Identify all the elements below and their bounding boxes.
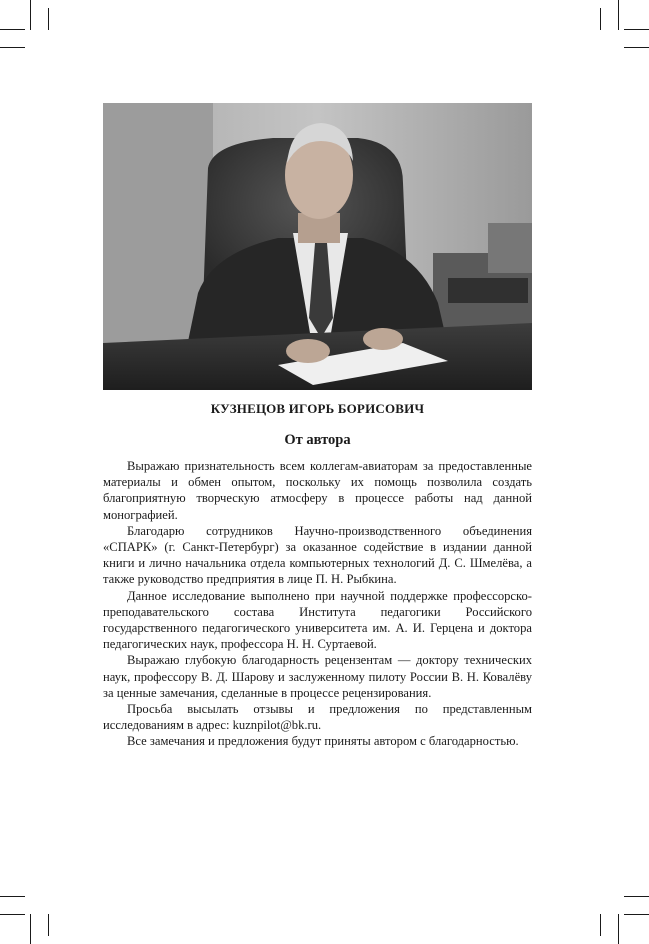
- crop-mark: [0, 914, 25, 915]
- paragraph: Просьба высылать отзывы и предложения по представленным исследованиям в адрес: kuznpilot@bk.ru.: [103, 702, 532, 733]
- paragraph: Все замечания и предложения будут приняты автором с благодарностью.: [127, 734, 519, 749]
- crop-mark: [30, 0, 31, 30]
- author-portrait: [103, 103, 532, 390]
- paragraph: Выражаю глубокую благодарность рецензентам — доктору технических наук, профессору В. Д. Шарову и заслуженному пилоту России В. Н. Ковалёву за ценные замечания, сделанные в процессе рецензирования.: [103, 653, 532, 700]
- author-name: КУЗНЕЦОВ ИГОРЬ БОРИСОВИЧ: [210, 401, 425, 416]
- preface-text: [103, 458, 532, 750]
- crop-mark: [0, 47, 25, 48]
- paragraph: Благодарю сотрудников Научно-производственного объединения «СПАРК» (г. Санкт-Петербург) за оказанное содействие в издании данной книги и лично начальника отдела компьютерных технологий Д. С. Шмелёва, а также руководство предприятия в лице П. Н. Рыбкина.: [103, 523, 532, 587]
- crop-mark: [624, 914, 649, 915]
- crop-mark: [600, 914, 601, 936]
- paragraph: Выражаю признательность всем коллегам-авиаторам за предоставленные материалы и обмен опытом, поскольку их помощь позволила создать благоприятную творческую атмосферу в процессе работы над данной монографией.: [103, 459, 532, 522]
- crop-mark: [624, 896, 649, 897]
- crop-mark: [600, 8, 601, 30]
- crop-mark: [0, 896, 25, 897]
- section-heading: От автора: [284, 432, 351, 448]
- paragraph: Данное исследование выполнено при научной поддержке профессорско-преподавательского состава Института педагогики Российского государственного педагогического университета им. А. И. Герцена и доктора педагогических наук, профессора Н. Н. Суртаевой.: [103, 588, 532, 652]
- crop-mark: [48, 8, 49, 30]
- crop-mark: [30, 914, 31, 944]
- crop-mark: [618, 914, 619, 944]
- crop-mark: [0, 29, 25, 30]
- crop-mark: [624, 29, 649, 30]
- crop-mark: [48, 914, 49, 936]
- crop-mark: [618, 0, 619, 30]
- crop-mark: [624, 47, 649, 48]
